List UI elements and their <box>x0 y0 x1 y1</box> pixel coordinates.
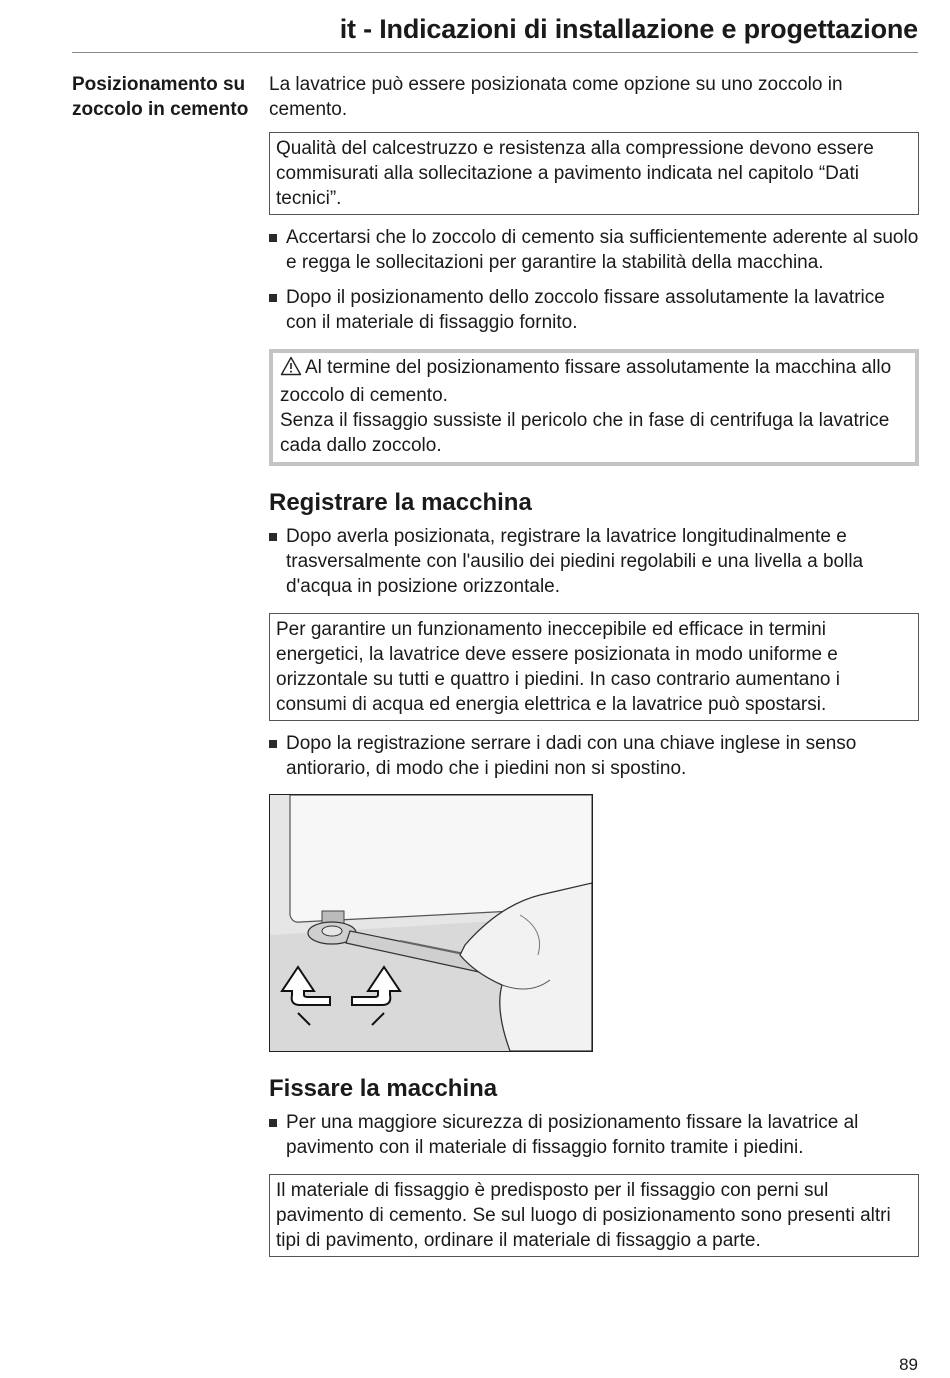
list-item <box>269 731 919 781</box>
list-item <box>269 524 919 599</box>
info-note-text: Qualità del calcestruzzo e resistenza alla compressione devono essere commisurati alla sollecitazione a pavimento indicata nel capitolo “Dati tecnici”. <box>276 138 874 209</box>
side-heading: Posizionamento su zoccolo in cemento <box>72 74 249 120</box>
bullet-square-icon <box>269 1119 277 1127</box>
main-content <box>269 72 919 1267</box>
list-item-text: Dopo la registrazione serrare i dadi con una chiave inglese in senso antiorario, di modo che i piedini non si spostino. <box>286 733 857 779</box>
warning-line-1: Al termine del posizionamento fissare assolutamente la macchina allo zoccolo di cemento. <box>280 357 892 406</box>
bullet-square-icon <box>269 294 277 302</box>
section-title-fissare: Fissare la macchina <box>269 1075 498 1102</box>
bullet-square-icon <box>269 740 277 748</box>
warning-line-2: Senza il fissaggio sussiste il pericolo che in fase di centrifuga la lavatrice cada dallo zoccolo. <box>280 410 890 456</box>
list-item <box>269 225 919 275</box>
page-header-title: it - Indicazioni di installazione e progettazione <box>339 14 918 44</box>
list-item <box>269 285 919 335</box>
info-note-box <box>269 1174 919 1257</box>
bullet-square-icon <box>269 234 277 242</box>
list-item-text: Accertarsi che lo zoccolo di cemento sia sufficientemente aderente al suolo e regga le sollecitazioni per garantire la stabilità della macchina. <box>286 227 919 273</box>
info-note-text: Il materiale di fissaggio è predisposto per il fissaggio con perni sul pavimento di cemento. Se sul luogo di posizionamento sono presenti altri tipi di pavimento, ordinare il materiale di fissaggio a parte. <box>276 1180 891 1251</box>
info-note-box <box>269 132 919 215</box>
list-item-text: Dopo il posizionamento dello zoccolo fissare assolutamente la lavatrice con il materiale di fissaggio fornito. <box>286 287 885 333</box>
warning-triangle-icon <box>280 356 302 383</box>
page-number: 89 <box>899 1355 918 1374</box>
list-item-text: Per una maggiore sicurezza di posizionamento fissare la lavatrice al pavimento con il materiale di fissaggio fornito tramite i piedini. <box>286 1112 859 1158</box>
intro-paragraph: La lavatrice può essere posizionata come opzione su uno zoccolo in cemento. <box>269 74 843 120</box>
header-divider <box>72 52 918 53</box>
wrench-adjustment-illustration <box>269 794 593 1052</box>
info-note-text: Per garantire un funzionamento ineccepibile ed efficace in termini energetici, la lavatrice deve essere posizionata in modo uniforme e orizzontale su tutti e quattro i piedini. In caso contrario aumentano i consumi di acqua ed energia elettrica e la lavatrice può spostarsi. <box>276 619 840 715</box>
list-item <box>269 1110 919 1160</box>
section-title-registrare: Registrare la macchina <box>269 489 532 516</box>
bullet-square-icon <box>269 533 277 541</box>
list-item-text: Dopo averla posizionata, registrare la lavatrice longitudinalmente e trasversalmente con l'ausilio dei piedini regolabili e una livella a bolla d'acqua in posizione orizzontale. <box>286 526 864 597</box>
warning-text-1 <box>280 355 909 408</box>
info-note-box <box>269 613 919 721</box>
warning-box <box>269 349 919 466</box>
